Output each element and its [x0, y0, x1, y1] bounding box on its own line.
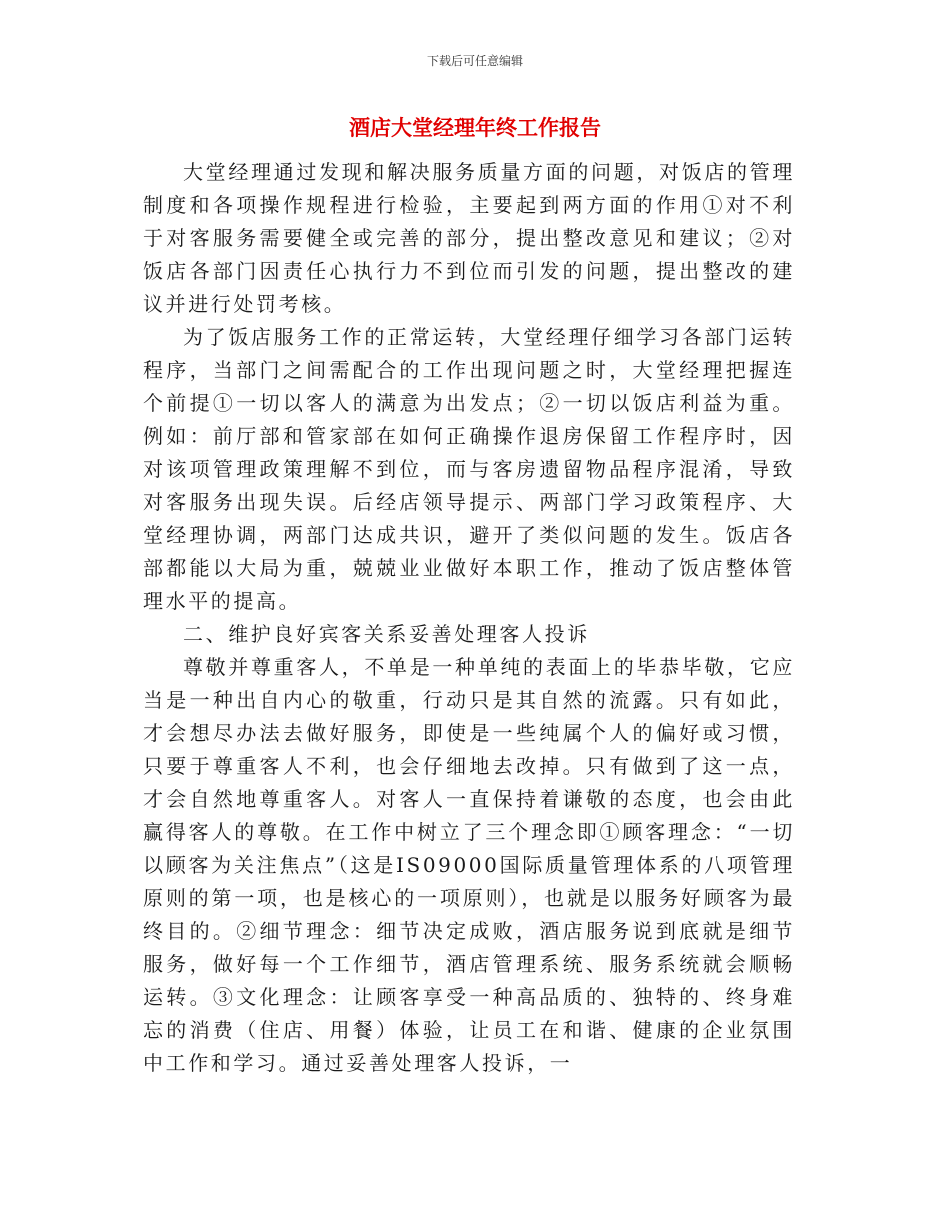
- paragraph: 为了饭店服务工作的正常运转，大堂经理仔细学习各部门运转程序，当部门之间需配合的工作出现问题之时，大堂经理把握连个前提①一切以客人的满意为出发点；②一切以饭店利益为重。例如：前厅部和管家部在如何正确操作退房保留工作程序时，因对该项管理政策理解不到位，而与客房遗留物品程序混淆，导致对客服务出现失误。后经店领导提示、两部门学习政策程序、大堂经理协调，两部门达成共识，避开了类似问题的发生。饭店各部都能以大局为重，兢兢业业做好本职工作，推动了饭店整体管理水平的提高。: [143, 325, 795, 613]
- paragraph: 大堂经理通过发现和解决服务质量方面的问题，对饭店的管理制度和各项操作规程进行检验，主要起到两方面的作用①对不利于对客服务需要健全或完善的部分，提出整改意见和建议；②对饭店各部门因责任心执行力不到位而引发的问题，提出整改的建议并进行处罚考核。: [143, 160, 795, 316]
- document-body: [143, 156, 795, 1080]
- document-title: 酒店大堂经理年终工作报告: [349, 115, 601, 140]
- page-header: 下载后可任意编辑: [426, 54, 523, 68]
- section-heading: 二、维护良好宾客关系妥善处理客人投诉: [183, 622, 590, 646]
- paragraph: 尊敬并尊重客人，不单是一种单纯的表面上的毕恭毕敬，它应当是一种出自内心的敬重，行动只是其自然的流露。只有如此，才会想尽办法去做好服务，即使是一些纯属个人的偏好或习惯，只要于尊重客人不利，也会仔细地去改掉。只有做到了这一点，才会自然地尊重客人。对客人一直保持着谦敬的态度，也会由此赢得客人的尊敬。在工作中树立了三个理念即①顾客理念：“一切以顾客为关注焦点”（这是IS09000国际质量管理体系的八项管理原则的第一项，也是核心的一项原则），也就是以服务好顾客为最终目的。②细节理念：细节决定成败，酒店服务说到底就是细节服务，做好每一个工作细节，酒店管理系统、服务系统就会顺畅运转。③文化理念：让顾客享受一种高品质的、独特的、终身难忘的消费（住店、用餐）体验，让员工在和谐、健康的企业氛围中工作和学习。通过妥善处理客人投诉，一: [143, 655, 795, 1075]
